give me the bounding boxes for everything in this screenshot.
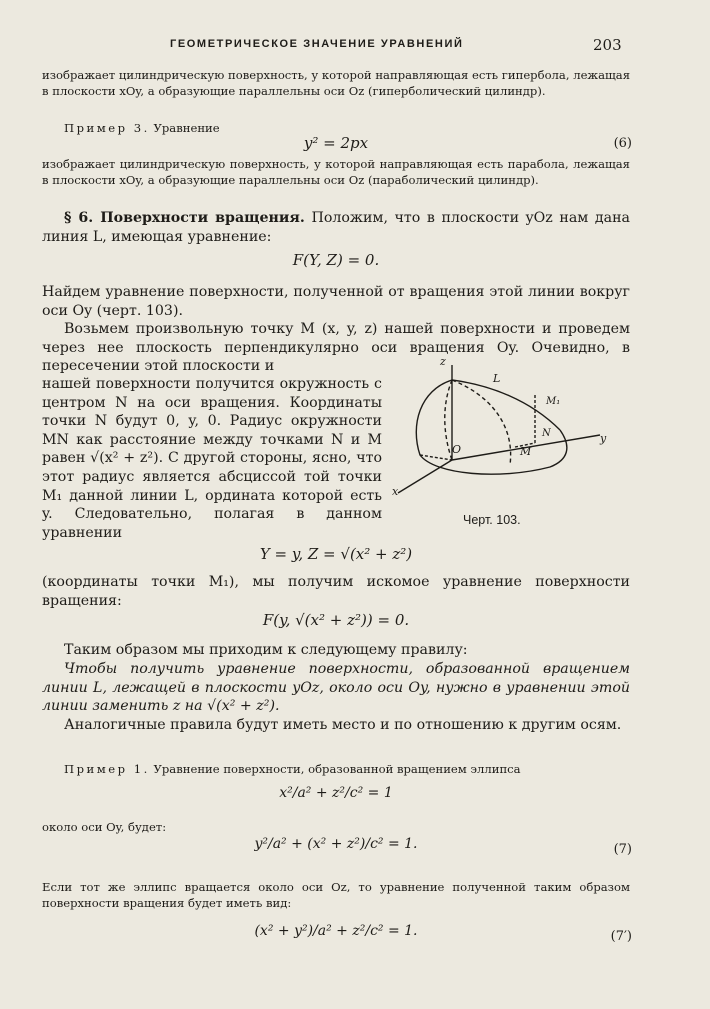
rule-statement: Чтобы получить уравнение поверхности, образованной вращением линии L, лежащей в плоскости yOz, около оси Oy, нужно в уравнении этой линии заменить z на √(x² + z²).	[42, 661, 630, 715]
figure-label-y: y	[600, 432, 607, 445]
figure-103	[390, 355, 650, 525]
equation-6-number: (6)	[613, 136, 632, 151]
example-3-label: Пример 3.	[64, 121, 150, 135]
example-1-label: Пример 1.	[64, 762, 150, 776]
equation-7-prime-number: (7′)	[610, 929, 632, 944]
paragraph-circle: нашей поверхности получится окружность с центром N на оси вращения. Координаты точки N будут 0, y, 0. Радиус окружности MN как расстояние между точками N и M равен √(x² + z²). С другой стороны, ясно, что этот радиус является абсциссой той точки M₁ данной линии L, ордината которой есть y. Следовательно, полагая в данном уравнении	[42, 376, 382, 541]
page-number: 203	[593, 36, 622, 54]
section-intro: Положим, что в плоскости yOz нам дана линия L, имеющая уравнение:	[42, 210, 630, 245]
figure-label-z: z	[440, 355, 446, 368]
paragraph-find-equation: Найдем уравнение поверхности, полученной от вращения этой линии вокруг оси Oy (черт. 103).	[42, 284, 630, 319]
figure-label-m: M	[520, 445, 532, 458]
header-title: ГЕОМЕТРИЧЕСКОЕ ЗНАЧЕНИЕ УРАВНЕНИЙ	[170, 38, 464, 50]
running-header	[0, 36, 710, 56]
figure-label-o: O	[452, 443, 462, 456]
paragraph-point-m: Возьмем произвольную точку M (x, y, z) нашей поверхности и проведем через нее плоскость перпендикулярно оси вращения Oy. Очевидно, в пересечении этой плоскости и	[42, 321, 630, 375]
section-title: § 6. Поверхности вращения.	[64, 210, 305, 226]
paragraph-analogous: Аналогичные правила будут иметь место и по отношению к другим осям.	[64, 717, 622, 733]
paragraph-around-oy: около оси Oy, будет:	[42, 820, 167, 834]
equation-6: y² = 2px	[303, 134, 369, 152]
paragraph-around-oz: Если тот же эллипс вращается около оси Oz, то уравнение полученной таким образом поверхности вращения будет иметь вид:	[42, 880, 630, 910]
figure-label-n: N	[542, 428, 551, 439]
paragraph-rule-intro: Таким образом мы приходим к следующему правилу:	[64, 642, 468, 658]
paragraph-result: (координаты точки M₁), мы получим искомое уравнение поверхности вращения:	[42, 574, 630, 609]
figure-caption: Черт. 103.	[463, 513, 521, 527]
example-3-text: Уравнение	[153, 121, 220, 135]
equation-ellipse: x²/a² + z²/c² = 1	[279, 785, 393, 801]
example-1-text: Уравнение поверхности, образованной вращением эллипса	[153, 762, 521, 776]
equation-7-prime: (x² + y²)/a² + z²/c² = 1.	[254, 923, 418, 939]
figure-label-l: L	[493, 372, 501, 385]
equation-7: y²/a² + (x² + z²)/c² = 1.	[254, 836, 418, 852]
paragraph-parabolic-cylinder: изображает цилиндрическую поверхность, у которой направляющая есть парабола, лежащая в плоскости xOy, а образующие параллельны оси Oz (параболический цилиндр).	[42, 157, 630, 187]
equation-7-number: (7)	[613, 842, 632, 857]
figure-label-x: x	[392, 485, 399, 498]
equation-substitution: Y = y, Z = √(x² + z²)	[259, 545, 413, 563]
figure-label-m1: M₁	[546, 396, 561, 407]
section-6	[42, 209, 630, 246]
paragraph-hyperbolic-cylinder: изображает цилиндрическую поверхность, у которой направляющая есть гипербола, лежащая в плоскости xOy, а образующие параллельны оси Oz (гиперболический цилиндр).	[42, 68, 631, 98]
equation-surface: F(y, √(x² + z²)) = 0.	[262, 611, 410, 629]
equation-line: F(Y, Z) = 0.	[292, 251, 380, 269]
example-1	[42, 762, 630, 778]
